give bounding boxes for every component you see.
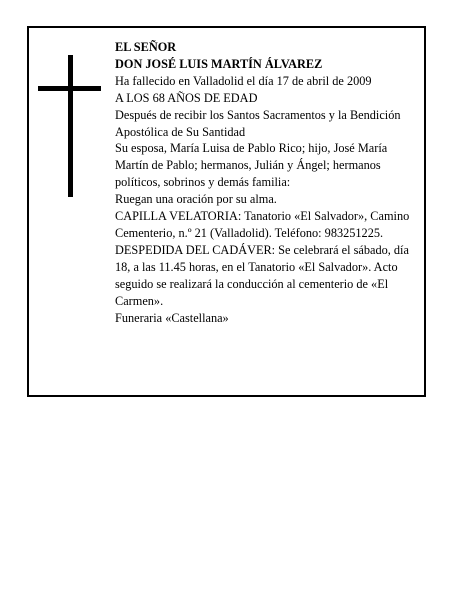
cross-horizontal-bar xyxy=(38,86,101,91)
notice-text xyxy=(115,39,421,326)
farewell-line: DESPEDIDA DEL CADÁVER: Se celebrará el sábado, día 18, a las 11.45 horas, en el Tanatorio «El Salvador». Acto seguido se realizará la conducción al cementerio de «El Carmen». xyxy=(115,242,409,308)
family-line: Su esposa, María Luisa de Pablo Rico; hijo, José María Martín de Pablo; hermanos, Julián y Ángel; hermanos políticos, sobrinos y demás familia: xyxy=(115,141,388,190)
funeral-home-line: Funeraria «Castellana» xyxy=(115,310,229,325)
cross-vertical-bar xyxy=(68,55,73,197)
age-line: A LOS 68 AÑOS DE EDAD xyxy=(115,90,258,105)
prayer-line: Ruegan una oración por su alma. xyxy=(115,192,277,207)
obituary-notice xyxy=(27,26,426,397)
sacraments-line: Después de recibir los Santos Sacramentos y la Bendición Apostólica de Su Santidad xyxy=(115,107,401,139)
chapel-line: CAPILLA VELATORIA: Tanatorio «El Salvador», Camino Cementerio, n.º 21 (Valladolid). Teléfono: 983251225. xyxy=(115,209,410,240)
honorific: EL SEÑOR xyxy=(115,40,177,54)
death-line: Ha fallecido en Valladolid el día 17 de abril de 2009 xyxy=(115,73,372,88)
deceased-name: DON JOSÉ LUIS MARTÍN ÁLVAREZ xyxy=(115,56,323,71)
